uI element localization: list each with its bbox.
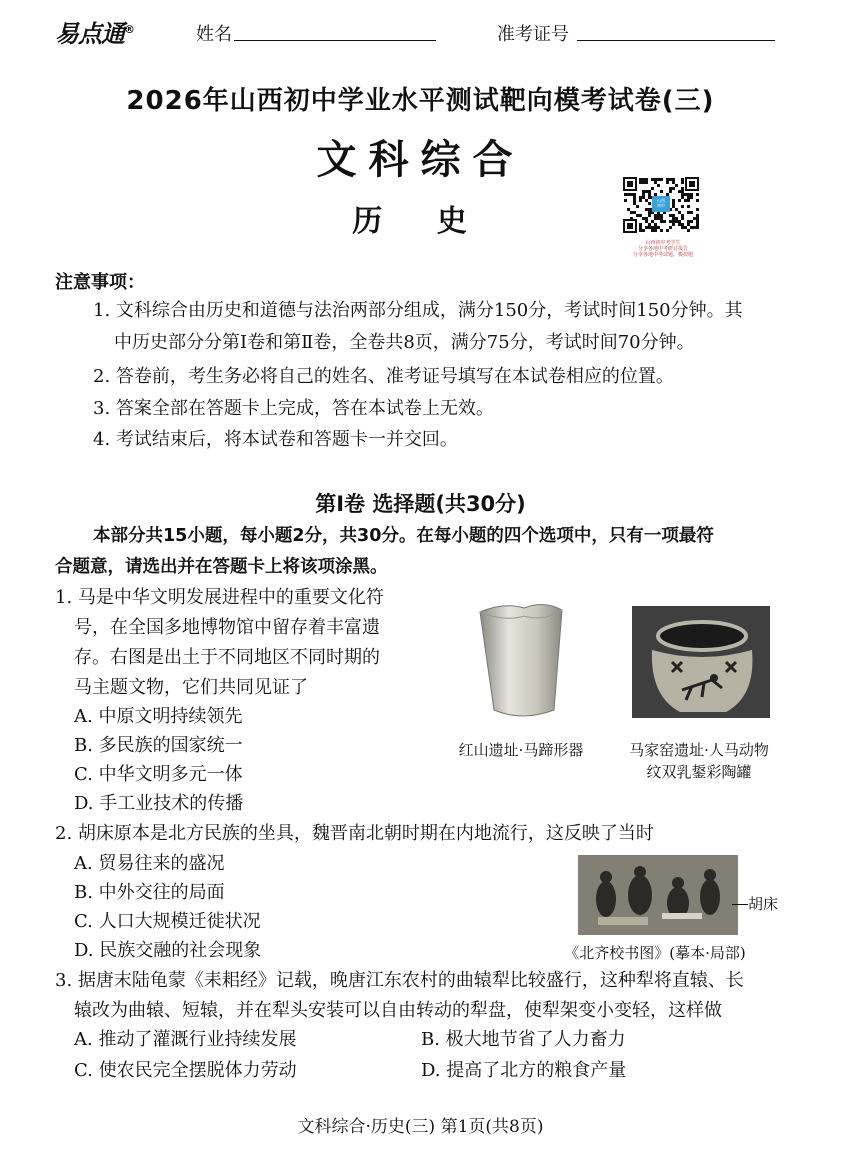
subject-title: 文科综合: [316, 137, 525, 183]
horse-hoof-artifact-image: [472, 598, 572, 723]
option[interactable]: A. 推动了灌溉行业持续发展: [74, 1029, 297, 1050]
option[interactable]: A. 中原文明持续领先: [74, 706, 243, 727]
artifact-caption: 马家窑遗址·人马动物: [629, 741, 769, 759]
option[interactable]: C. 中华文明多元一体: [74, 764, 243, 785]
question-stem: 1. 马是中华文明发展进程中的重要文化符: [55, 587, 384, 608]
exam-id-label: 准考证号: [497, 24, 569, 45]
question-stem: 辕改为曲辕、短辕，并在犁头安装可以自由转动的犁盘，使犁架变小变轻，这样做: [74, 1000, 722, 1021]
option[interactable]: C. 人口大规模迁徙状况: [74, 911, 261, 932]
painting-caption: 《北齐校书图》(摹本·局部): [564, 944, 746, 962]
notice-item: 4. 考试结束后，将本试卷和答题卡一并交回。: [93, 429, 458, 450]
option[interactable]: B. 多民族的国家统一: [74, 735, 243, 756]
painted-pottery-jar-image: [632, 606, 770, 718]
option[interactable]: D. 手工业技术的传播: [74, 793, 244, 814]
part-title: 历 史: [352, 204, 489, 239]
painting-label: 胡床: [748, 895, 779, 913]
notice-item: 3. 答案全部在答题卡上完成，答在本试卷上无效。: [93, 398, 494, 419]
logo-text: 易点通: [55, 20, 124, 48]
option[interactable]: B. 中外交往的局面: [74, 882, 225, 903]
section-instructions: 本部分共15小题，每小题2分，共30分。在每小题的四个选项中，只有一项最符: [93, 526, 714, 546]
option[interactable]: D. 提高了北方的粮食产量: [421, 1060, 627, 1081]
label-pointer-line: [732, 904, 748, 905]
name-field[interactable]: [234, 40, 436, 41]
name-label: 姓名: [196, 24, 232, 45]
registered-mark: ®: [124, 23, 134, 36]
question-stem: 2. 胡床原本是北方民族的坐具，魏晋南北朝时期在内地流行，这反映了当时: [55, 823, 654, 844]
painting-image: [578, 855, 738, 935]
exam-title: 2026年山西初中学业水平测试靶向模考试卷(三): [126, 86, 715, 116]
qr-badge-text: 山西 初中: [657, 198, 665, 208]
artifact-caption: 纹双乳鋬彩陶罐: [646, 763, 752, 781]
qr-caption: 山西初中考学生 分享各地中考研讨报告 分享各地中考试题、模拟题: [632, 240, 693, 258]
question-stem: 马主题文物，它们共同见证了: [74, 677, 308, 698]
question-stem: 3. 据唐末陆龟蒙《耒耜经》记载，晚唐江东农村的曲辕犁比较盛行，这种犁将直辕、长: [55, 970, 744, 991]
notice-heading: 注意事项：: [55, 272, 145, 293]
option[interactable]: A. 贸易往来的盛况: [74, 853, 225, 874]
notice-item: 2. 答卷前，考生务必将自己的姓名、准考证号填写在本试卷相应的位置。: [93, 366, 674, 387]
option[interactable]: D. 民族交融的社会现象: [74, 940, 262, 961]
brand-logo: [55, 14, 134, 49]
question-stem: 号，在全国多地博物馆中留存着丰富遗: [74, 617, 380, 638]
section-title: 第Ⅰ卷 选择题(共30分): [315, 492, 526, 516]
option[interactable]: C. 使农民完全摆脱体力劳动: [74, 1060, 297, 1081]
artifact-caption: 红山遗址·马蹄形器: [458, 741, 584, 759]
section-instructions: 合题意，请选出并在答题卡上将该项涂黑。: [55, 557, 388, 577]
notice-item: 1. 文科综合由历史和道德与法治两部分组成，满分150分，考试时间150分钟。其: [93, 300, 743, 321]
page-footer: 文科综合·历史(三) 第1页(共8页): [297, 1117, 544, 1137]
exam-id-field[interactable]: [577, 40, 775, 41]
question-stem: 存。右图是出土于不同地区不同时期的: [74, 647, 380, 668]
notice-item: 中历史部分分第Ⅰ卷和第Ⅱ卷，全卷共8页，满分75分，考试时间70分钟。: [114, 332, 695, 353]
option[interactable]: B. 极大地节省了人力畜力: [421, 1029, 626, 1050]
